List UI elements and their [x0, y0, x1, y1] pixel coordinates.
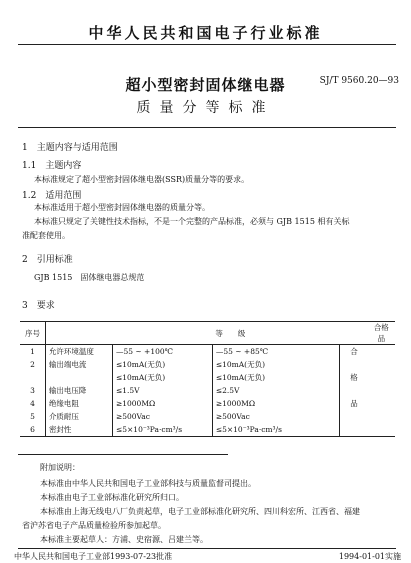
row-number: 6	[20, 423, 45, 437]
standard-header: 中华人民共和国电子行业标准	[88, 24, 323, 42]
row-value-a: —55 ~ +100℃	[112, 345, 212, 359]
row-grade	[340, 410, 368, 423]
section-1-1-heading: 1.1 主题内容	[22, 161, 82, 171]
title-divider	[18, 127, 396, 128]
row-item: 绝缘电阻	[45, 397, 112, 410]
section-1-2-text-2: 本标准只规定了关键性技术指标，不是一个完整的产品标准，必须与 GJB 1515 相有关标	[34, 217, 350, 226]
notes-divider	[18, 454, 228, 455]
row-item	[45, 371, 112, 384]
row-value-a: ≤10mA(无负)	[112, 371, 212, 384]
document-title: 超小型密封固体继电器	[125, 76, 286, 94]
row-number: 4	[30, 399, 35, 408]
row-value-a: ≥1000MΩ	[112, 397, 212, 410]
row-value-a: ≤5×10⁻³Pa·cm³/s	[112, 423, 212, 437]
section-1-2-heading: 1.2 适用范围	[22, 191, 82, 201]
row-number: 3	[30, 386, 35, 395]
table-row	[20, 410, 395, 423]
row-value-b: ≥500Vac	[212, 410, 340, 423]
section-1-2-text-3: 准配套使用。	[22, 231, 70, 240]
table-row	[20, 371, 395, 384]
table-row	[20, 384, 395, 397]
notes-line: 省沪苏省电子产品质量检验所参加起草。	[22, 521, 166, 530]
notes-title: 附加说明：	[40, 463, 80, 472]
header-cell	[112, 322, 212, 345]
row-value-b: ≤2.5V	[212, 384, 340, 397]
row-item: 介质耐压	[45, 410, 112, 423]
table-row	[20, 358, 395, 371]
row-number: 5	[30, 412, 35, 421]
header-cell	[45, 322, 112, 345]
section-2-heading: 2 引用标准	[22, 255, 73, 265]
section-3-heading: 3 要求	[22, 301, 55, 311]
row-value-b: ≥1000MΩ	[212, 397, 340, 410]
table-row	[20, 397, 395, 410]
row-value-b: —55 ~ +85℃	[212, 345, 340, 359]
row-value-b: ≤10mA(无负)	[212, 358, 340, 371]
standard-code: SJ/T 9560.20—93	[319, 76, 399, 86]
header-divider	[18, 44, 396, 45]
header-cell: 等 级	[212, 322, 340, 345]
row-value-b: ≤5×10⁻³Pa·cm³/s	[212, 423, 340, 437]
section-2-text: GJB 1515 固体继电器总规范	[34, 273, 145, 282]
notes-line: 本标准由上海无线电八厂负责起草，电子工业部标准化研究所、四川科宏所、江西省、福建	[40, 507, 360, 516]
notes-line: 本标准主要起草人：方浦、史宿源、吕建兰等。	[40, 535, 208, 544]
table-row	[20, 423, 395, 437]
row-grade: 格	[340, 371, 368, 384]
approval-date: 中华人民共和国电子工业部1993-07-23批准	[14, 552, 173, 561]
row-grade: 合	[340, 345, 368, 359]
section-1-heading: 1 主题内容与适用范围	[22, 143, 118, 153]
section-1-1-text: 本标准规定了超小型密封固体继电器(SSR)质量分等的要求。	[34, 175, 250, 184]
row-grade	[340, 423, 368, 437]
row-value-a: ≤10mA(无负)	[112, 358, 212, 371]
effective-date: 1994-01-01实施	[338, 552, 401, 561]
header-cell	[340, 322, 368, 345]
row-value-a: ≤1.5V	[112, 384, 212, 397]
row-grade	[340, 358, 368, 371]
notes-line: 本标准由中华人民共和国电子工业部科技与质量监督司提出。	[40, 479, 256, 488]
table-row	[20, 345, 395, 359]
requirements-table	[20, 321, 395, 437]
row-value-b: ≤10mA(无负)	[212, 371, 340, 384]
header-cell: 合格品	[368, 322, 395, 345]
row-number: 1	[30, 347, 35, 356]
document-subtitle: 质量分等标准	[136, 100, 275, 116]
row-number: 2	[30, 360, 35, 369]
row-item: 输出端电流	[45, 358, 112, 371]
row-item: 密封性	[45, 423, 112, 437]
row-item: 允许环境温度	[45, 345, 112, 359]
row-number	[20, 371, 45, 384]
notes-line: 本标准由电子工业部标准化研究所归口。	[40, 493, 184, 502]
row-item: 输出电压降	[45, 384, 112, 397]
section-1-2-text-1: 本标准适用于超小型密封固体继电器的质量分等。	[34, 203, 210, 212]
row-grade	[340, 384, 368, 397]
footer-divider	[18, 548, 396, 549]
header-cell: 序号	[20, 322, 45, 345]
table-header-row	[20, 322, 395, 345]
row-value-a: ≥500Vac	[112, 410, 212, 423]
row-grade: 品	[340, 397, 368, 410]
